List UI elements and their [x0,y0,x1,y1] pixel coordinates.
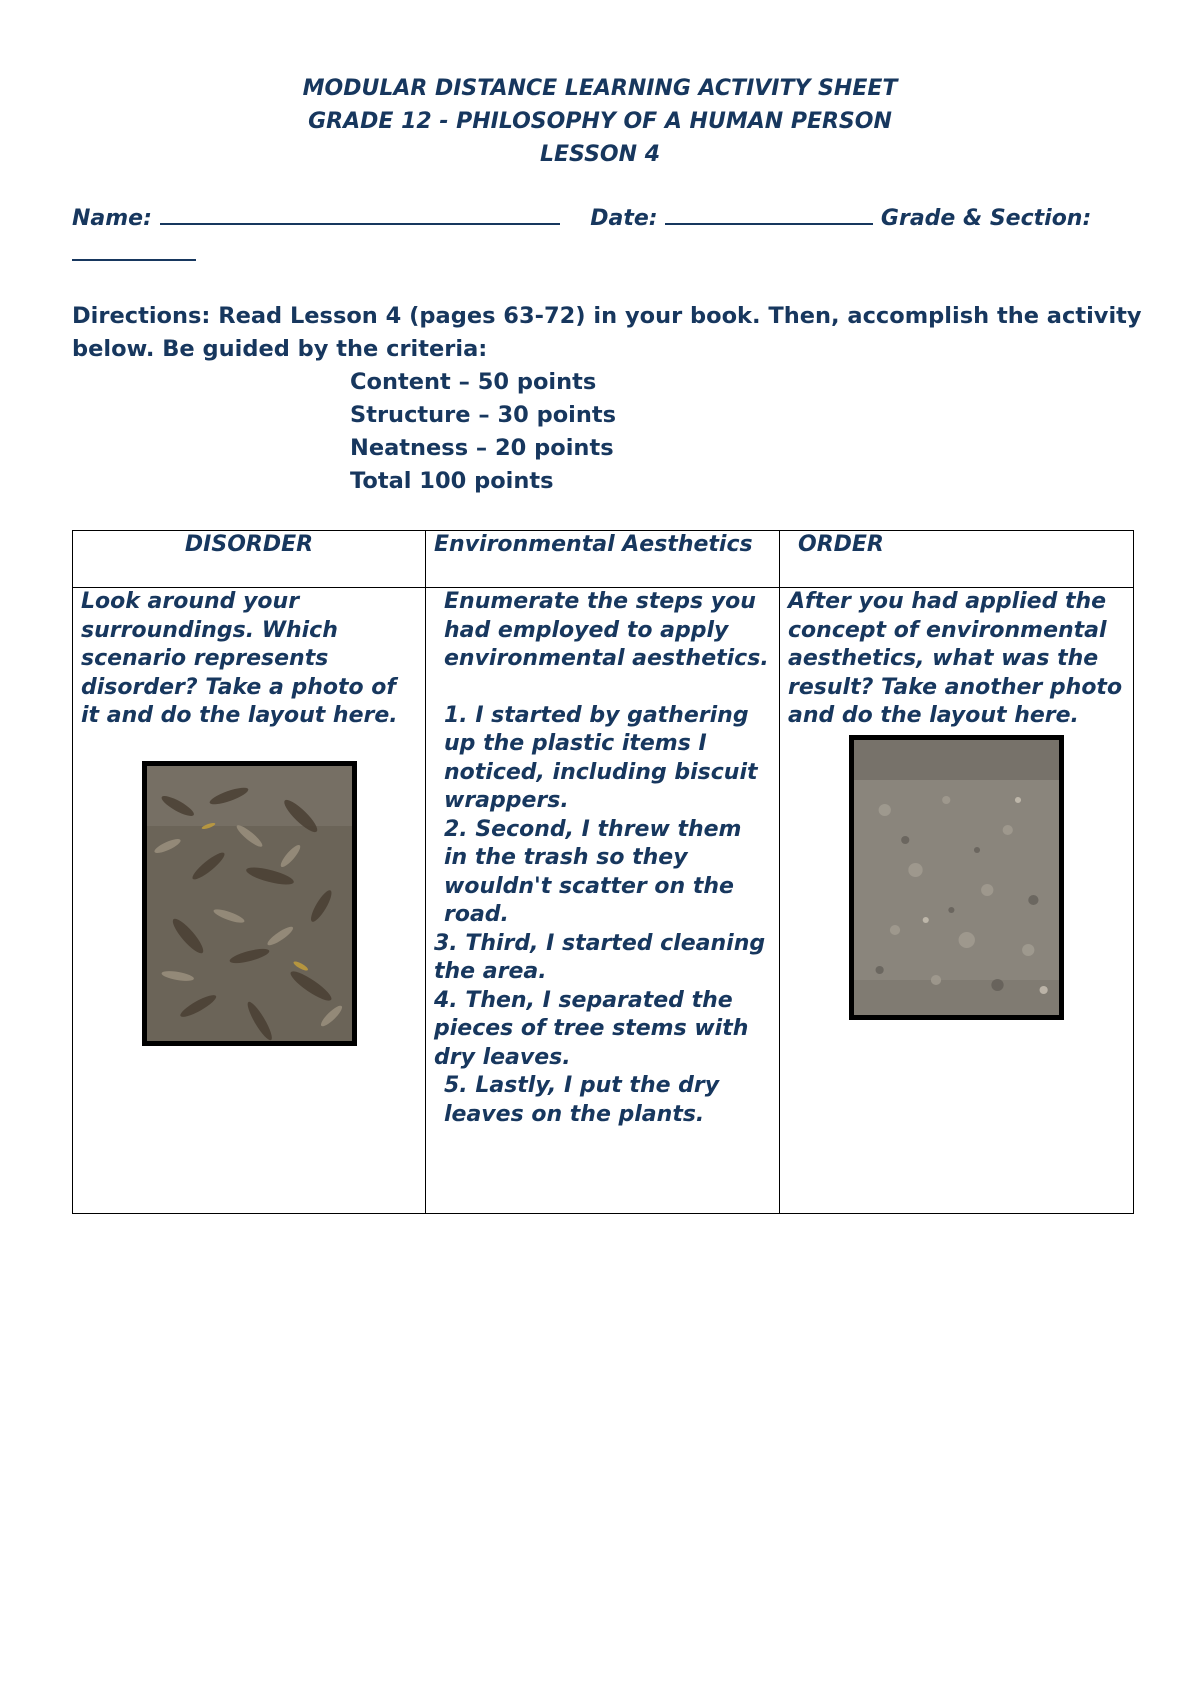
order-photo [849,735,1064,1020]
name-label: Name: [72,206,152,231]
spacer [434,674,771,702]
disorder-cell [73,588,426,1214]
date-blank[interactable] [665,203,873,225]
criteria-list [350,366,616,498]
disorder-instructions: Look around your surroundings. Which scenario represents disorder? Take a photo of it and do the layout here. [81,589,398,728]
criteria-total: Total 100 points [350,468,554,494]
aesthetics-cell [426,588,780,1214]
order-cell [780,588,1134,1214]
dry-leaves-photo-image [147,766,352,1041]
table-header-row [73,531,1134,588]
step-5: 5. Lastly, I put the dry leaves on the plants. [444,1073,720,1127]
step-1: 1. I started by gathering up the plastic items I noticed, including biscuit wrappers. [444,702,758,813]
order-instructions: After you had applied the concept of environmental aesthetics, what was the result? Take another photo and do the layout here. [788,589,1123,728]
cleaned-ground-photo-image [854,740,1059,1015]
disorder-photo [142,761,357,1046]
heading-line-2: GRADE 12 - PHILOSOPHY OF A HUMAN PERSON [308,109,892,134]
header-disorder: DISORDER [73,531,426,588]
criteria-content: Content – 50 points [350,369,597,395]
aesthetics-instructions: Enumerate the steps you had employed to apply environmental aesthetics. [444,589,769,671]
table-body-row [73,588,1134,1214]
header-order: ORDER [780,531,1134,588]
directions: Directions: Read Lesson 4 (pages 63-72) in your book. Then, accomplish the activity below. Be guided by the criteria: [72,303,1142,362]
header-environmental-aesthetics: Environmental Aesthetics [426,531,780,588]
heading-line-3: LESSON 4 [539,142,661,167]
step-3: 3. Third, I started cleaning the area. [434,930,766,984]
student-info-row [72,203,1132,234]
criteria-neatness: Neatness – 20 points [350,435,614,461]
criteria-structure: Structure – 30 points [350,402,617,428]
step-4: 4. Then, I separated the pieces of tree stems with dry leaves. [434,987,749,1070]
grade-section-label: Grade & Section: [880,206,1092,231]
grade-section-blank-row [72,246,196,265]
name-blank[interactable] [160,203,560,225]
sheet-heading [0,72,1200,171]
date-label: Date: [590,206,658,231]
step-2: 2. Second, I threw them in the trash so they wouldn't scatter on the road. [444,816,742,927]
grade-section-blank[interactable] [72,259,196,261]
heading-line-1: MODULAR DISTANCE LEARNING ACTIVITY SHEET [302,76,898,101]
activity-table [72,530,1134,1214]
